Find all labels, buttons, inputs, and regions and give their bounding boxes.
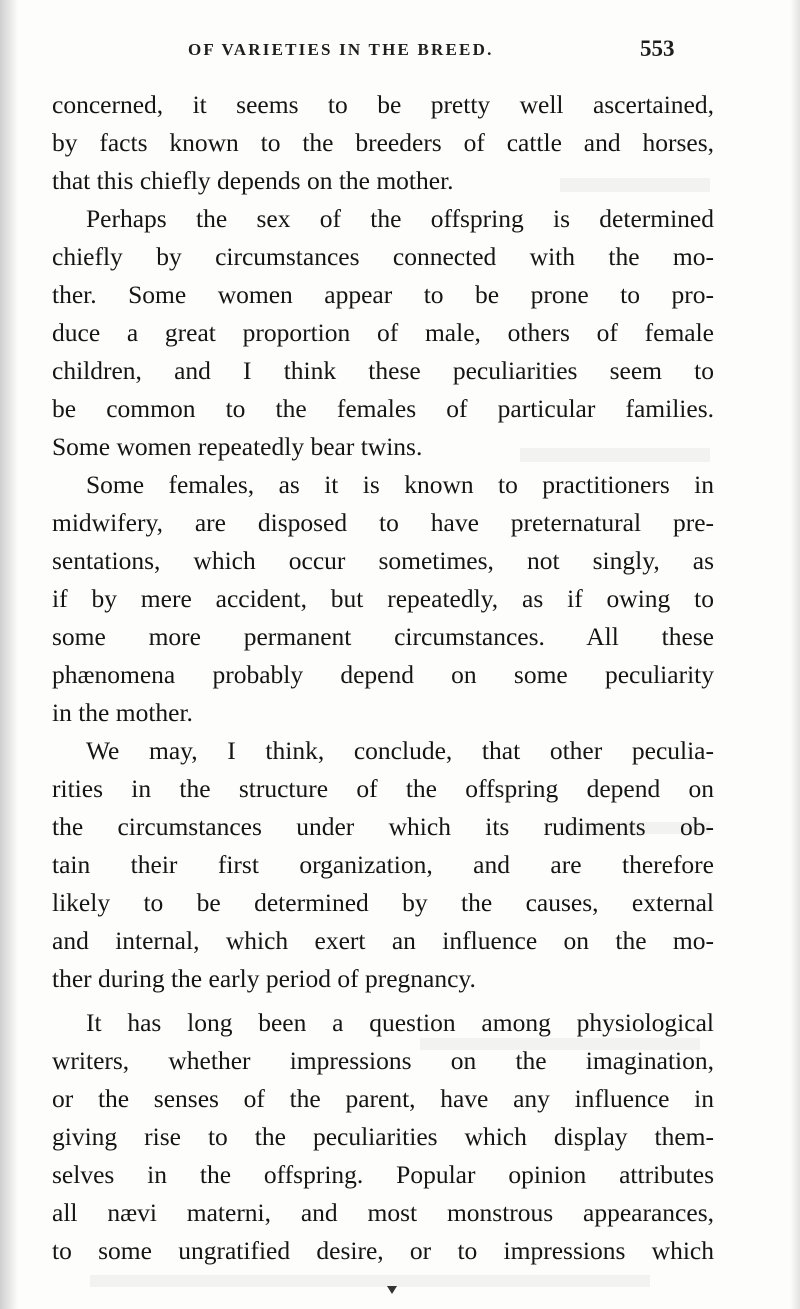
page-edge-shadow-left	[0, 0, 18, 1309]
text-line: children, and I think these peculiarities seem to	[52, 356, 714, 385]
text-line: sentations, which occur sometimes, not singly, as	[52, 546, 714, 575]
text-line: concerned, it seems to be pretty well ascertained,	[52, 90, 714, 119]
text-line: likely to be determined by the causes, external	[52, 888, 714, 917]
signature-mark-icon	[387, 1286, 397, 1294]
text-line: writers, whether impressions on the imagination,	[52, 1046, 714, 1075]
text-line: ther. Some women appear to be prone to pro-	[52, 280, 714, 309]
text-line: some more permanent circumstances. All these	[52, 622, 714, 651]
text-line: or the senses of the parent, have any influence in	[52, 1084, 714, 1113]
text-line: in the mother.	[52, 698, 193, 727]
text-line: if by mere accident, but repeatedly, as if owing to	[52, 584, 714, 613]
text-line: chiefly by circumstances connected with the mo-	[52, 242, 714, 271]
text-line: by facts known to the breeders of cattle and horses,	[52, 128, 714, 157]
text-line: tain their first organization, and are therefore	[52, 850, 714, 879]
paragraph-first-line: Some females, as it is known to practitioners in	[86, 470, 714, 499]
text-line: rities in the structure of the offspring depend on	[52, 774, 714, 803]
bleed-through-mark	[90, 1275, 650, 1287]
paragraph-first-line: It has long been a question among physiological	[86, 1008, 714, 1037]
text-line: selves in the offspring. Popular opinion attributes	[52, 1160, 714, 1189]
text-line: the circumstances under which its rudiments ob-	[52, 812, 714, 841]
text-line: giving rise to the peculiarities which display them-	[52, 1122, 714, 1151]
text-line: be common to the females of particular families.	[52, 394, 714, 423]
text-line: midwifery, are disposed to have preternatural pre-	[52, 508, 714, 537]
page-number: 553	[640, 36, 675, 61]
text-line: phænomena probably depend on some peculiarity	[52, 660, 714, 689]
text-line: Some women repeatedly bear twins.	[52, 432, 423, 461]
page-edge-shadow-right	[790, 0, 800, 1309]
text-line: duce a great proportion of male, others of female	[52, 318, 714, 347]
text-line: to some ungratified desire, or to impressions which	[52, 1236, 714, 1265]
text-line: and internal, which exert an influence on the mo-	[52, 926, 714, 955]
paragraph-first-line: We may, I think, conclude, that other peculia-	[86, 736, 714, 765]
paragraph-first-line: Perhaps the sex of the offspring is determined	[86, 204, 714, 233]
text-line: that this chiefly depends on the mother.	[52, 166, 454, 195]
text-line: ther during the early period of pregnancy.	[52, 964, 476, 993]
running-title: OF VARIETIES IN THE BREED.	[188, 40, 494, 59]
text-line: all nævi materni, and most monstrous appearances,	[52, 1198, 714, 1227]
